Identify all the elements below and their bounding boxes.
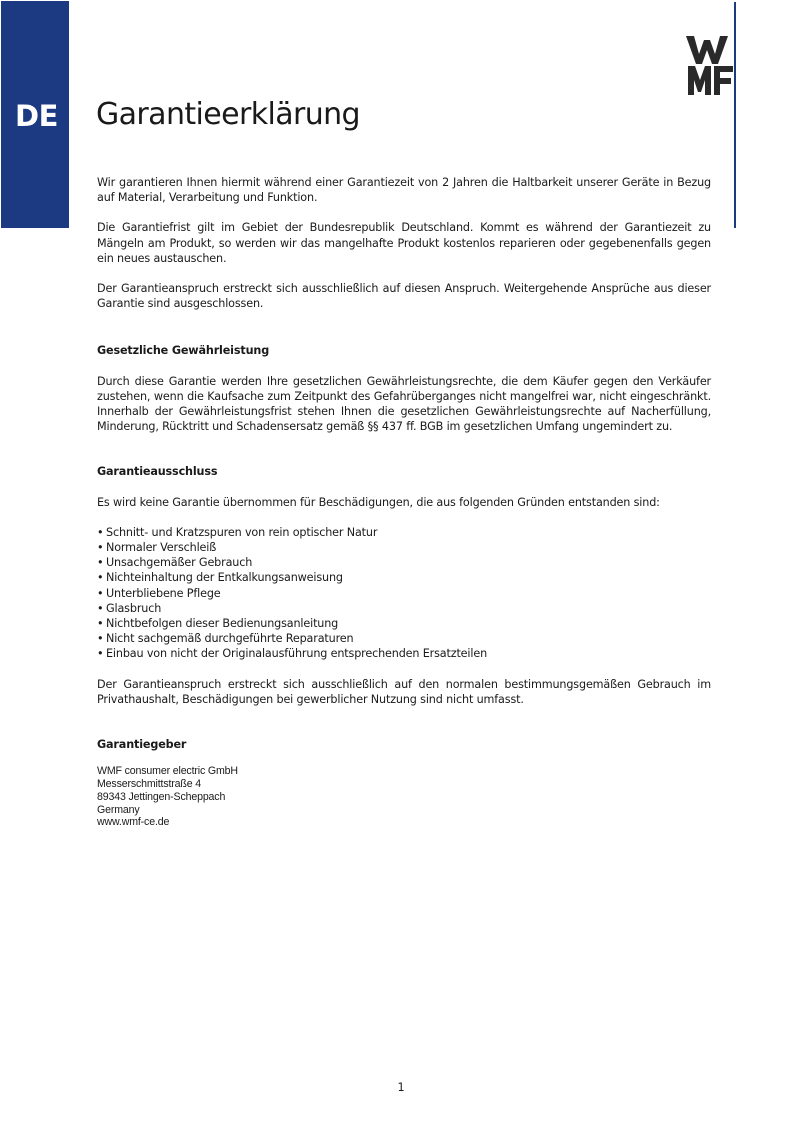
list-item: • Unterbliebene Pflege [97, 586, 221, 600]
exclusion-closing: Der Garantieanspruch erstreckt sich ausschließlich auf den normalen bestimmungsgemäßen Gebrauch im Privathaushalt, Beschädigungen bei gewerblicher Nutzung sind nicht umfasst. [97, 677, 711, 706]
company-name: WMF consumer electric GmbH [97, 765, 238, 778]
exclusion-intro: Es wird keine Garantie übernommen für Beschädigungen, die aus folgenden Gründen entstanden sind: [97, 495, 660, 509]
bullet-icon: • [97, 647, 104, 661]
list-item: • Glasbruch [97, 601, 162, 615]
bullet-icon: • [97, 632, 104, 646]
list-item: • Nichtbefolgen dieser Bedienungsanleitung [97, 617, 339, 631]
language-tab [1, 1, 69, 228]
country: Germany [97, 803, 140, 816]
bullet-icon: • [97, 556, 104, 570]
bullet-icon: • [97, 601, 104, 615]
warranty-paragraph: Durch diese Garantie werden Ihre gesetzlichen Gewährleistungsrechte, die dem Käufer gegen den Verkäufer zustehen, wenn die Kaufsache zum Zeitpunkt des Gefahrüberganges nicht mangelfrei war, nicht eingeschränkt. Innerhalb der Gewährleistungsfrist stehen Ihnen die gesetzlichen Gewährleistungsrechte auf Nacherfüllung, Minderung, Rücktritt und Schadensersatz gemäß §§ 437 ff. BGB im gesetzlichen Umfang ungemindert zu. [97, 374, 711, 434]
guarantor-address [97, 765, 711, 829]
guarantor-heading: Garantiegeber [97, 738, 187, 752]
page-number: 1 [397, 1081, 405, 1094]
exclusion-heading: Garantieausschluss [97, 465, 218, 479]
bullet-icon: • [97, 571, 104, 585]
list-item: • Normaler Verschleiß [97, 541, 217, 555]
bullet-icon: • [97, 541, 104, 555]
city: 89343 Jettingen-Scheppach [97, 790, 226, 803]
bullet-icon: • [97, 617, 104, 631]
bullet-icon: • [97, 586, 104, 600]
list-item: • Nicht sachgemäß durchgeführte Reparaturen [97, 632, 354, 646]
intro-paragraph-1: Wir garantieren Ihnen hiermit während einer Garantiezeit von 2 Jahren die Haltbarkeit unserer Geräte in Bezug auf Material, Verarbeitung und Funktion. [97, 176, 711, 205]
list-item: • Einbau von nicht der Originalausführung entsprechenden Ersatzteilen [97, 647, 488, 661]
bullet-icon: • [97, 525, 104, 539]
intro-paragraph-3: Der Garantieanspruch erstreckt sich ausschließlich auf diesen Anspruch. Weitergehende Ansprüche aus dieser Garantie sind ausgeschlossen. [97, 282, 711, 311]
header-divider [734, 2, 736, 228]
website: www.wmf-ce.de [97, 816, 170, 829]
exclusion-list [97, 525, 711, 662]
list-item: • Unsachgemäßer Gebrauch [97, 556, 253, 570]
wmf-logo [686, 36, 734, 96]
intro-paragraph-2: Die Garantiefrist gilt im Gebiet der Bundesrepublik Deutschland. Kommt es während der Garantiezeit zu Mängeln am Produkt, so werden wir das mangelhafte Produkt kostenlos reparieren oder gegebenenfalls gegen ein neues austauschen. [97, 221, 711, 265]
language-label: DE [15, 99, 58, 133]
warranty-heading: Gesetzliche Gewährleistung [97, 344, 270, 358]
list-item: • Nichteinhaltung der Entkalkungsanweisung [97, 571, 343, 585]
document-body [97, 175, 711, 829]
street: Messerschmittstraße 4 [97, 778, 201, 791]
page-title: Garantieerklärung [96, 97, 361, 132]
list-item: • Schnitt- und Kratzspuren von rein optischer Natur [97, 525, 378, 539]
